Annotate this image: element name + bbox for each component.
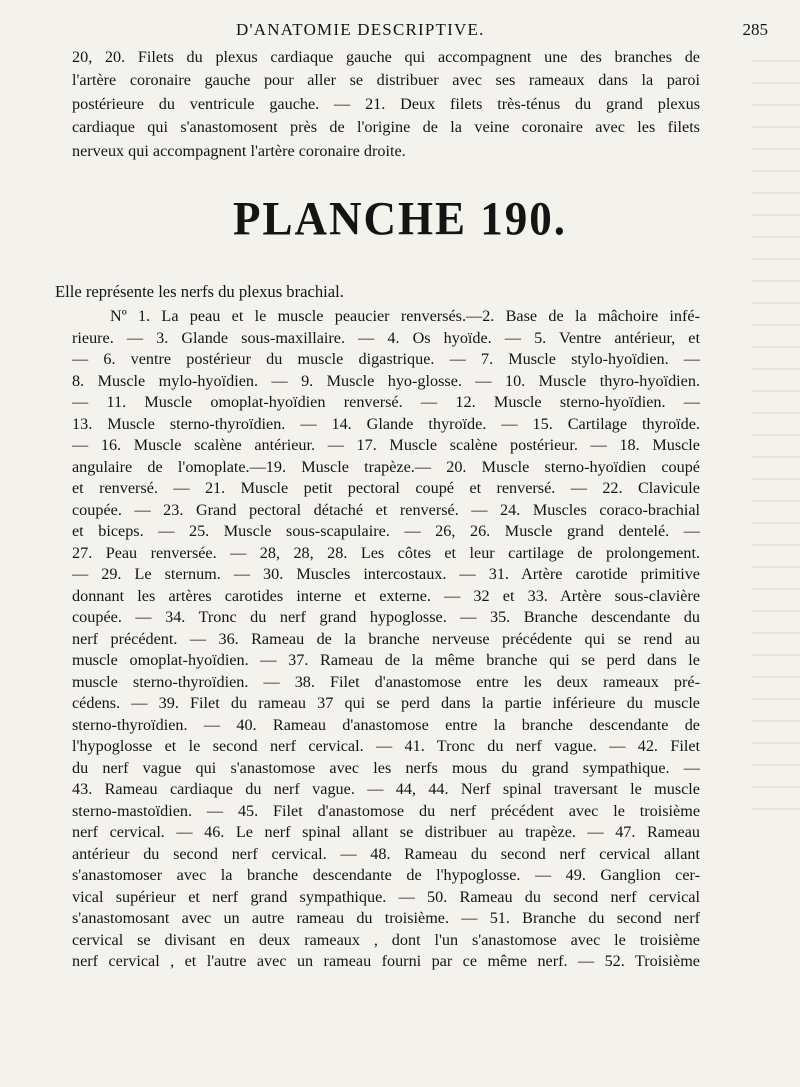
legend-line: cervical se divisant en deux rameaux , dont l'un s'anastomose avec le troisième [72, 930, 700, 949]
legend-line: et biceps. — 25. Muscle sous-scapulaire. — 26, 26. Muscle grand dentelé. — [72, 522, 700, 540]
legend-line: — 16. Muscle scalène antérieur. — 17. Muscle scalène postérieur. — 18. Muscle [72, 436, 700, 454]
legend-line: rieure. — 3. Glande sous-maxillaire. — 4. Os hyoïde. — 5. Ventre antérieur, et [72, 328, 700, 347]
legend-line: nerf cervical. — 46. Le nerf spinal allant se distribuer au trapèze. — 47. Rameau [72, 823, 700, 841]
legend-line: donnant les artères carotides interne et externe. — 32 et 33. Artère sous-clavière [72, 586, 700, 605]
legend-line: et renversé. — 21. Muscle petit pectoral coupé et renversé. — 22. Clavicule [72, 479, 700, 497]
legend-line: muscle sterno-thyroïdien. — 38. Filet d'anastomose entre les deux rameaux pré- [72, 672, 700, 691]
show-through-shadow [752, 60, 800, 820]
text-line: postérieure du ventricule gauche. — 21. Deux filets très-ténus du grand plexus [72, 94, 700, 113]
legend-line: — 29. Le sternum. — 30. Muscles intercostaux. — 31. Artère carotide primitive [72, 565, 700, 583]
legend-line: s'anastomoser avec la branche descendante de l'hypoglosse. — 49. Ganglion cer- [72, 866, 700, 884]
legend-line: coupée. — 34. Tronc du nerf grand hypoglosse. — 35. Branche descendante du [72, 608, 700, 626]
running-title: D'ANATOMIE DESCRIPTIVE. [236, 20, 485, 39]
legend-line: 8. Muscle mylo-hyoïdien. — 9. Muscle hyo-glosse. — 10. Muscle thyro-hyoïdien. [72, 371, 700, 390]
legend-line: sterno-mastoïdien. — 45. Filet d'anastomose du nerf précédent avec le troisième [72, 801, 700, 820]
legend-line: cédens. — 39. Filet du rameau 37 qui se perd dans la partie inférieure du muscle [72, 694, 700, 712]
page-number: 285 [742, 20, 768, 39]
legend-line: l'hypoglosse et le second nerf cervical. — 41. Tronc du nerf vague. — 42. Filet [72, 737, 700, 755]
legend-line: 27. Peau renversée. — 28, 28, 28. Les côtes et leur cartilage de prolongement. [72, 543, 700, 562]
legend-line: Nº 1. La peau et le muscle peaucier renversés.—2. Base de la mâchoire infé- [110, 307, 700, 325]
legend-line: coupée. — 23. Grand pectoral détaché et renversé. — 24. Muscles coraco-brachial [72, 500, 700, 519]
plate-legend [72, 306, 700, 973]
text-line: nerveux qui accompagnent l'artère coronaire droite. [72, 141, 406, 160]
text-line: cardiaque qui s'anastomosent près de l'origine de la veine coronaire avec les filets [72, 118, 700, 137]
legend-line: s'anastomosant avec un autre rameau du troisième. — 51. Branche du second nerf [72, 909, 700, 927]
continued-paragraph [72, 46, 700, 163]
legend-line: vical supérieur et nerf grand sympathique. — 50. Rameau du second nerf cervical [72, 887, 700, 906]
legend-line: — 11. Muscle omoplat-hyoïdien renversé. — 12. Muscle sterno-hyoïdien. — [72, 393, 700, 411]
legend-line: nerf cervical , et l'autre avec un rameau fourni par ce même nerf. — 52. Troisième [72, 952, 700, 970]
legend-line: muscle omoplat-hyoïdien. — 37. Rameau de la même branche qui se perd dans le [72, 651, 700, 669]
legend-line: antérieur du second nerf cervical. — 48. Rameau du second nerf cervical allant [72, 844, 700, 863]
text-line: l'artère coronaire gauche pour aller se distribuer avec ses rameaux dans la paroi [72, 71, 700, 90]
text-line: 20, 20. Filets du plexus cardiaque gauche qui accompagnent une des branches de [72, 48, 700, 66]
legend-line: nerf précédent. — 36. Rameau de la branche nerveuse précédente qui se rend au [72, 629, 700, 648]
legend-line: — 6. ventre postérieur du muscle digastrique. — 7. Muscle stylo-hyoïdien. — [72, 350, 700, 368]
legend-line: du nerf vague qui s'anastomose avec les nerfs mous du grand sympathique. — [72, 758, 700, 777]
legend-line: angulaire de l'omoplate.—19. Muscle trapèze.— 20. Muscle sterno-hyoïdien coupé [72, 457, 700, 476]
legend-line: sterno-thyroïdien. — 40. Rameau d'anastomose entre la branche descendante de [72, 715, 700, 734]
legend-line: 13. Muscle sterno-thyroïdien. — 14. Glande thyroïde. — 15. Cartilage thyroïde. [72, 414, 700, 433]
legend-line: 43. Rameau cardiaque du nerf vague. — 44, 44. Nerf spinal traversant le muscle [72, 780, 700, 798]
plate-heading: PLANCHE 190. [232, 192, 567, 246]
plate-intro-line: Elle représente les nerfs du plexus brachial. [55, 282, 344, 301]
